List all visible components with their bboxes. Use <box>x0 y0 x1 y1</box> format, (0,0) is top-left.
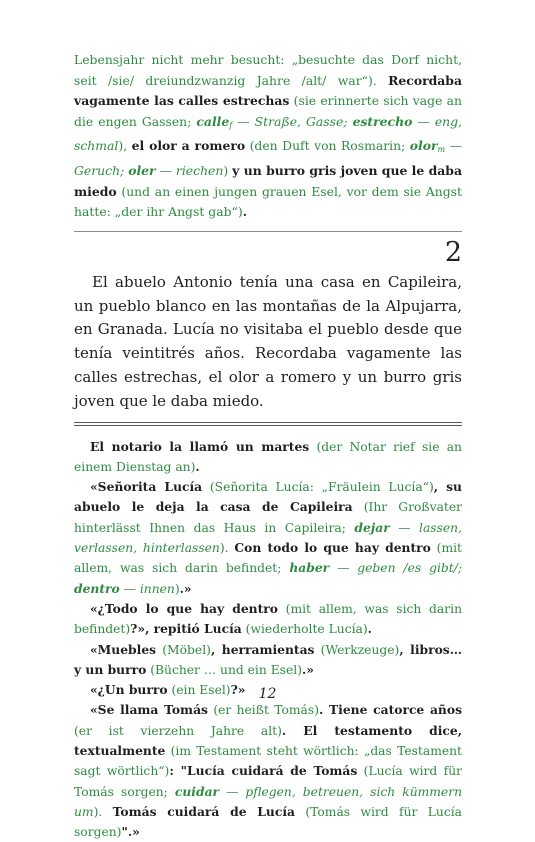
divider <box>74 231 462 232</box>
gloss: (er heißt Tomás) <box>207 703 319 718</box>
spanish-text: . <box>242 204 248 220</box>
vocab-word: cuidar <box>174 783 220 799</box>
gloss: (und an einen jungen grauen Esel, vor dem sie Angst hatte: „der ihr Angst gab“) <box>74 183 462 220</box>
vocab-definition: — pflegen, betreuen, sich kümmern um <box>74 784 463 819</box>
gloss: Lebensjahr nicht mehr besucht: „besuchte das Dorf nicht, seit /sie/ dreiundzwanzig Jahre /alt/ war“). <box>74 52 462 88</box>
chapter-number: 2 <box>444 236 462 268</box>
gloss: (Bücher … und ein Esel) <box>146 662 302 677</box>
gloss: (mit allem, was sich darin befindet; <box>74 541 462 576</box>
spanish-text: ?», repitió Lucía <box>130 621 242 637</box>
gloss: (Señorita Lucía: „Fräulein Lucía“) <box>202 480 434 495</box>
spanish-text: . Tiene catorce años <box>319 702 463 718</box>
spanish-text: . <box>195 458 200 474</box>
spanish-text: «Muebles <box>90 641 157 657</box>
spanish-text: Tomás cuidará de Lucía <box>112 803 295 819</box>
intro-paragraph <box>74 50 462 223</box>
book-page <box>74 50 462 842</box>
double-divider <box>74 422 462 426</box>
vocab-word: olor <box>409 138 438 154</box>
gloss: (der Notar rief sie an einem Dienstag an) <box>74 439 462 474</box>
vocab-word: dentro <box>74 580 120 596</box>
gloss: (den Duft von Rosmarin; <box>245 138 410 154</box>
gloss: (ein Esel) <box>167 683 231 698</box>
gloss: (sie erinnerte sich vage an die engen Gassen; <box>74 93 462 129</box>
gloss: ) <box>223 162 233 178</box>
vocab-word: calle <box>196 113 230 129</box>
vocab-word: haber <box>289 560 330 576</box>
vocab-definition: — Geruch; <box>74 138 462 178</box>
vocab-definition: — eng, schmal <box>74 113 463 154</box>
gloss: (Ihr Großvater hinterlässt Ihnen das Haus in Capileira; <box>74 500 462 535</box>
gloss: (Tomás wird für Lucía sorgen) <box>74 804 462 840</box>
vocab-word: estrecho <box>352 113 413 129</box>
gloss: ) <box>174 581 180 596</box>
gloss: (im Testament steht wörtlich: „das Testament sagt wörtlich“) <box>74 743 462 779</box>
chapter-plain-text: El abuelo Antonio tenía una casa en Capileira, un pueblo blanco en las montañas de la Alpujarra, en Granada. Lucía no visitaba el pueblo desde que tenía veintitrés años. Recordaba vagamente las calles estrechas, el olor a romero y un burro gris joven que le daba miedo. <box>74 272 462 410</box>
spanish-text: ".» <box>121 824 140 840</box>
vocab-definition: — innen <box>119 581 175 596</box>
spanish-text: «Se llama Tomás <box>90 702 208 718</box>
spanish-text: Recordaba vagamente las calles estrechas <box>74 72 462 109</box>
gloss: (Werkzeuge) <box>314 642 400 657</box>
gender-marker: m <box>437 145 446 155</box>
spanish-text: .» <box>179 580 192 596</box>
spanish-text: y un burro gris joven que le daba miedo <box>74 162 462 199</box>
spanish-text: el olor a romero <box>131 138 246 154</box>
spanish-text: , su abuelo le deja la casa de Capileira <box>74 479 462 515</box>
spanish-text: «Señorita Lucía <box>90 479 203 495</box>
annotated-paragraph <box>74 437 462 478</box>
annotated-paragraph <box>74 477 462 599</box>
annotated-paragraph <box>74 640 462 681</box>
gloss: (wiederholte Lucía) <box>241 622 368 637</box>
gloss: ). <box>93 804 113 819</box>
spanish-text: , herramientas <box>210 641 315 657</box>
spanish-text: «¿Un burro <box>90 682 168 698</box>
annotated-paragraph <box>74 599 462 640</box>
spanish-text: . <box>367 621 372 637</box>
vocab-definition: — riechen <box>155 162 224 178</box>
vocab-word: dejar <box>354 519 390 535</box>
spanish-text: . El testamento dice, textualmente <box>74 722 463 758</box>
spanish-text: , libros… y un burro <box>74 641 462 677</box>
page-number: 12 <box>258 686 277 702</box>
gloss: (er ist vierzehn Jahre alt) <box>74 723 282 738</box>
annotated-paragraph <box>74 700 462 842</box>
spanish-text: Con todo lo que hay dentro <box>234 540 431 556</box>
gloss: ), <box>118 138 132 154</box>
spanish-text: : "Lucía cuidará de Tomás <box>169 763 358 779</box>
spanish-text: «¿Todo lo que hay dentro <box>90 600 278 616</box>
vocab-definition: — geben /es gibt/; <box>329 561 462 576</box>
vocab-word: oler <box>128 162 156 178</box>
spanish-text: ?» <box>230 682 246 698</box>
vocab-definition: — lassen, verlassen, hinterlassen <box>74 520 462 556</box>
gloss: ). <box>219 541 235 556</box>
gloss: (Möbel) <box>156 642 211 657</box>
spanish-text: .» <box>302 661 314 677</box>
gender-marker: f <box>229 120 233 130</box>
spanish-text: El notario la llamó un martes <box>90 438 310 454</box>
gloss: (Lucía wird für Tomás sorgen; <box>74 764 462 799</box>
gloss: (mit allem, was sich darin befindet) <box>74 601 462 637</box>
vocab-definition: — Straße, Gasse; <box>232 113 353 129</box>
